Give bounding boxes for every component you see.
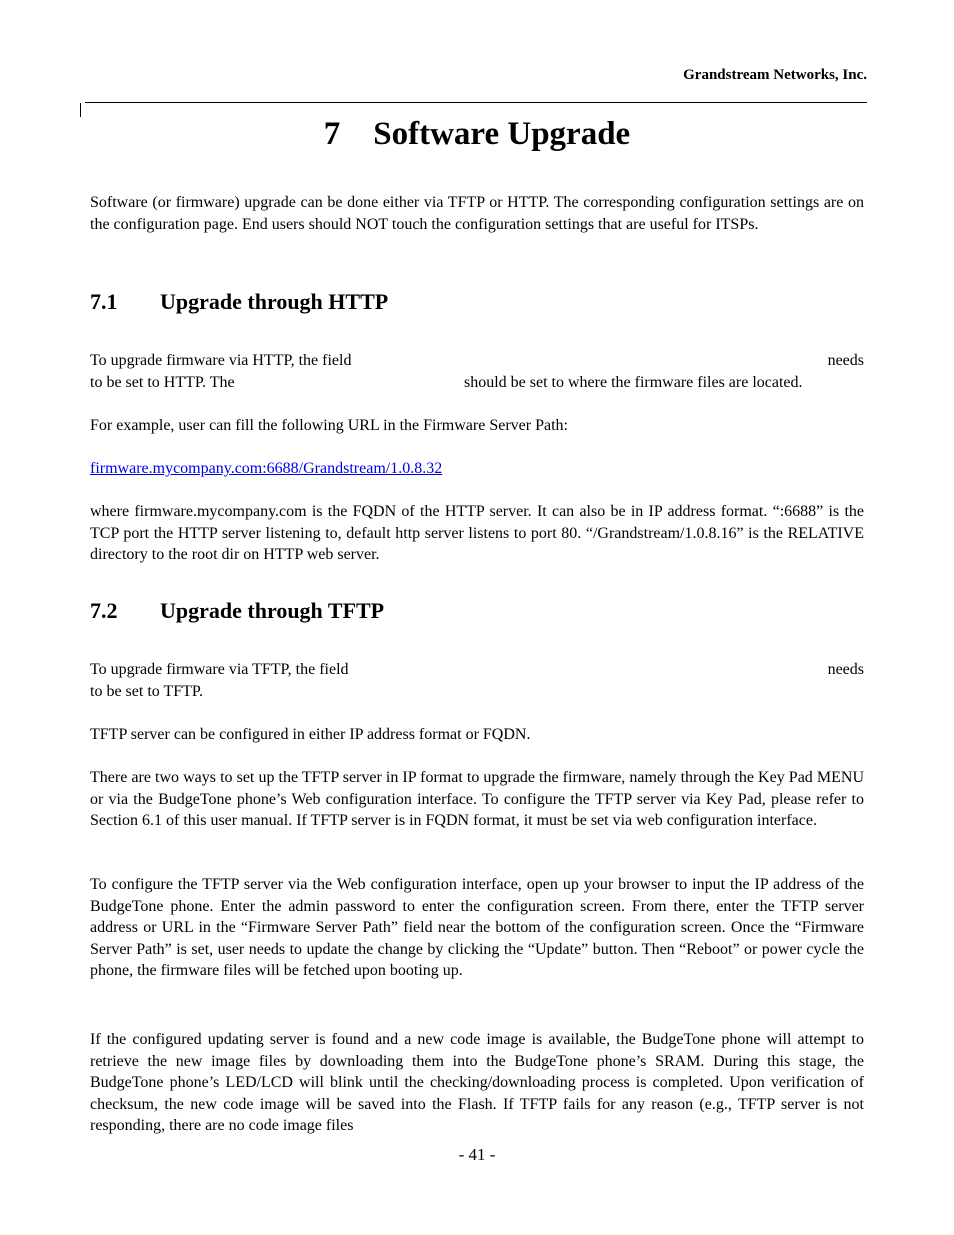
section-number: 7.1 — [90, 289, 118, 314]
section-number: 7.2 — [90, 598, 118, 623]
http-line1-right: needs — [827, 352, 864, 369]
tftp-line2-left: to be set to TFTP. — [90, 683, 204, 700]
section-heading-tftp — [90, 598, 384, 624]
section-heading-text: Upgrade through TFTP — [160, 598, 385, 623]
chapter-title — [0, 116, 954, 153]
tftp-paragraph-1: TFTP server can be configured in either IP address format or FQDN. — [90, 726, 531, 743]
chapter-number: 7 — [323, 116, 341, 152]
example-url-link[interactable]: firmware.mycompany.com:6688/Grandstream/1.0.8.32 — [90, 460, 443, 477]
tftp-paragraph-2: There are two ways to set up the TFTP server in IP format to upgrade the firmware, namely through the Key Pad MENU or via the BudgeTone phone’s Web configuration interface. To configure the TFTP server via Key Pad, please refer to Section 6.1 of this user manual. If TFTP server is in FQDN format, it must be set via web configuration interface. — [90, 769, 864, 830]
tftp-line1-left: To upgrade firmware via TFTP, the field — [90, 661, 349, 678]
intro-paragraph: Software (or firmware) upgrade can be done either via TFTP or HTTP. The corresponding configuration settings are on the configuration page. End users should NOT touch the configuration settings that are useful for ITSPs. — [90, 194, 864, 233]
http-line1-left: To upgrade firmware via HTTP, the field — [90, 352, 352, 369]
example-intro: For example, user can fill the following URL in the Firmware Server Path: — [90, 417, 568, 434]
chapter-title-text: Software Upgrade — [373, 116, 631, 152]
header-rule — [85, 102, 867, 103]
section-heading-http — [90, 289, 388, 315]
tftp-paragraph-3: To configure the TFTP server via the Web configuration interface, open up your browser to input the IP address of the BudgeTone phone. Enter the admin password to enter the configuration screen. From there, enter the TFTP server address or URL in the “Firmware Server Path” field near the bottom of the configuration screen. Once the “Firmware Server Path” is set, user needs to update the change by clicking the “Update” button. Then “Reboot” or power cycle the phone, the firmware files will be fetched upon booting up. — [90, 876, 864, 980]
http-line2-left: to be set to HTTP. The — [90, 374, 235, 391]
tftp-line1-right: needs — [827, 661, 864, 678]
http-line2-right: should be set to where the firmware files are located. — [464, 374, 803, 391]
tftp-paragraph-4: If the configured updating server is found and a new code image is available, the BudgeTone phone will attempt to retrieve the new image files by downloading them into the BudgeTone phone’s SRAM. During this stage, the BudgeTone phone’s LED/LCD will blink until the checking/downloading process is completed. Upon verification of checksum, the new code image will be saved into the Flash. If TFTP fails for any reason (e.g., TFTP server is not responding, there are no code image files — [90, 1031, 864, 1135]
section-heading-text: Upgrade through HTTP — [160, 289, 389, 314]
header-company: Grandstream Networks, Inc. — [683, 67, 867, 83]
where-paragraph: where firmware.mycompany.com is the FQDN of the HTTP server. It can also be in IP address format. “:6688” is the TCP port the HTTP server listening to, default http server listens to port 80. “/Grandstream/1.0.8.16” is the RELATIVE directory to the root dir on HTTP web server. — [90, 503, 864, 564]
change-bar — [80, 103, 81, 117]
page-number: - 41 - — [458, 1145, 496, 1164]
